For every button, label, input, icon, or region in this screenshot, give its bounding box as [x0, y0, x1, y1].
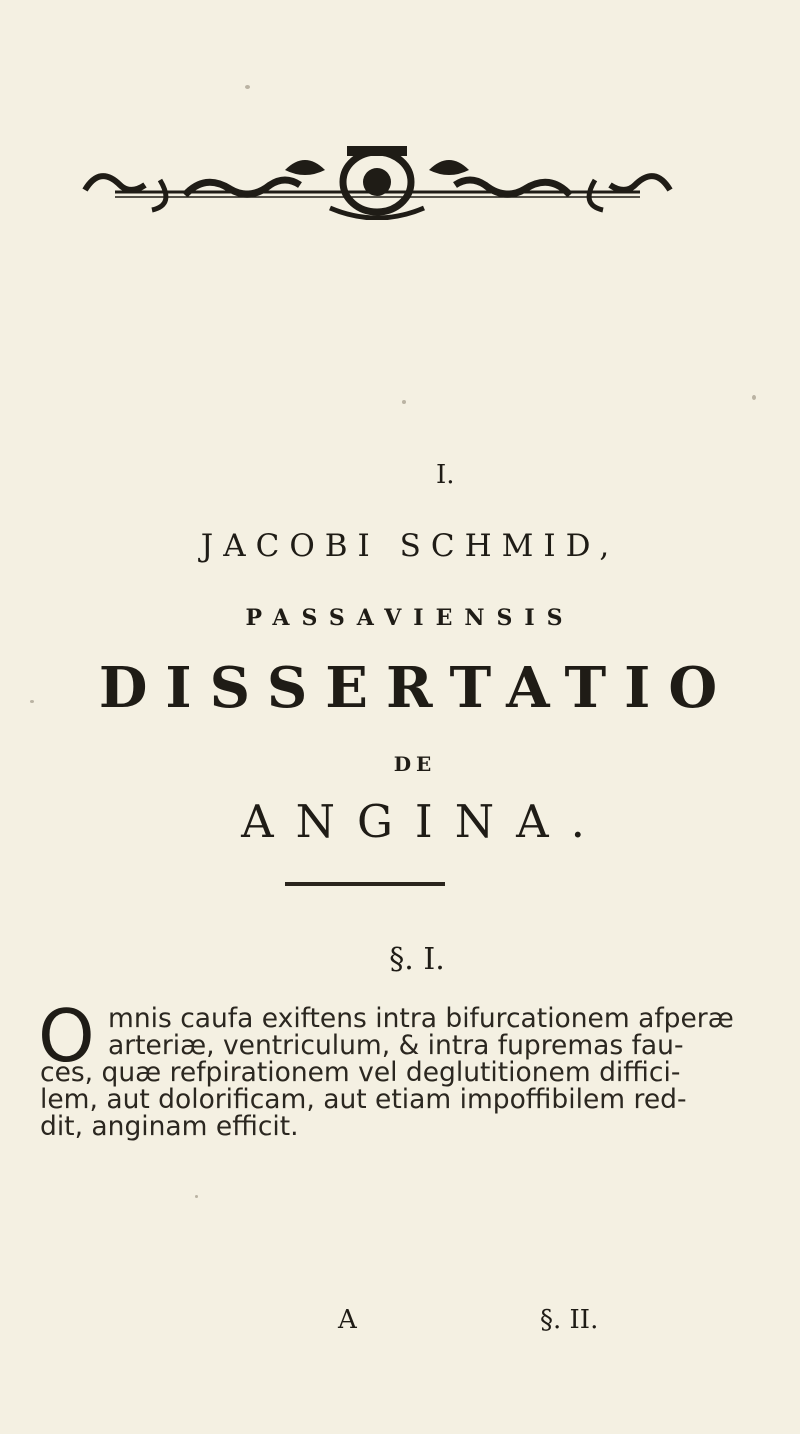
body-line: arteriæ, ventriculum, & intra fupremas fau-: [108, 1030, 684, 1061]
drop-cap: O: [38, 994, 95, 1078]
body-line: dit, anginam efficit.: [40, 1111, 299, 1142]
body-line: mnis caufa exiftens intra bifurcationem afperæ: [108, 1003, 734, 1034]
body-line: lem, aut dolorificam, aut etiam impoffibilem red-: [40, 1084, 687, 1115]
title-preposition: DE: [393, 752, 437, 776]
catchword: §. II.: [540, 1305, 599, 1335]
paper-speck: [195, 1195, 198, 1198]
divider-rule: [285, 882, 445, 886]
body-line: ces, quæ refpirationem vel deglutitionem diffici-: [40, 1057, 681, 1088]
page-number: I.: [436, 460, 455, 490]
title: DISSERTATIO: [98, 655, 736, 721]
body-paragraph: [38, 994, 740, 1142]
author-name: JACOBI SCHMID,: [200, 528, 620, 564]
paper-speck: [752, 395, 756, 400]
paper-speck: [30, 700, 34, 703]
section-heading: §. I.: [389, 942, 445, 977]
paper-speck: [245, 85, 250, 89]
subject: ANGINA.: [241, 795, 607, 848]
signature-mark: A: [338, 1305, 357, 1335]
ornamental-headpiece-icon: [75, 140, 680, 220]
paper-speck: [402, 400, 406, 404]
author-origin: PASSAVIENSIS: [245, 605, 575, 631]
